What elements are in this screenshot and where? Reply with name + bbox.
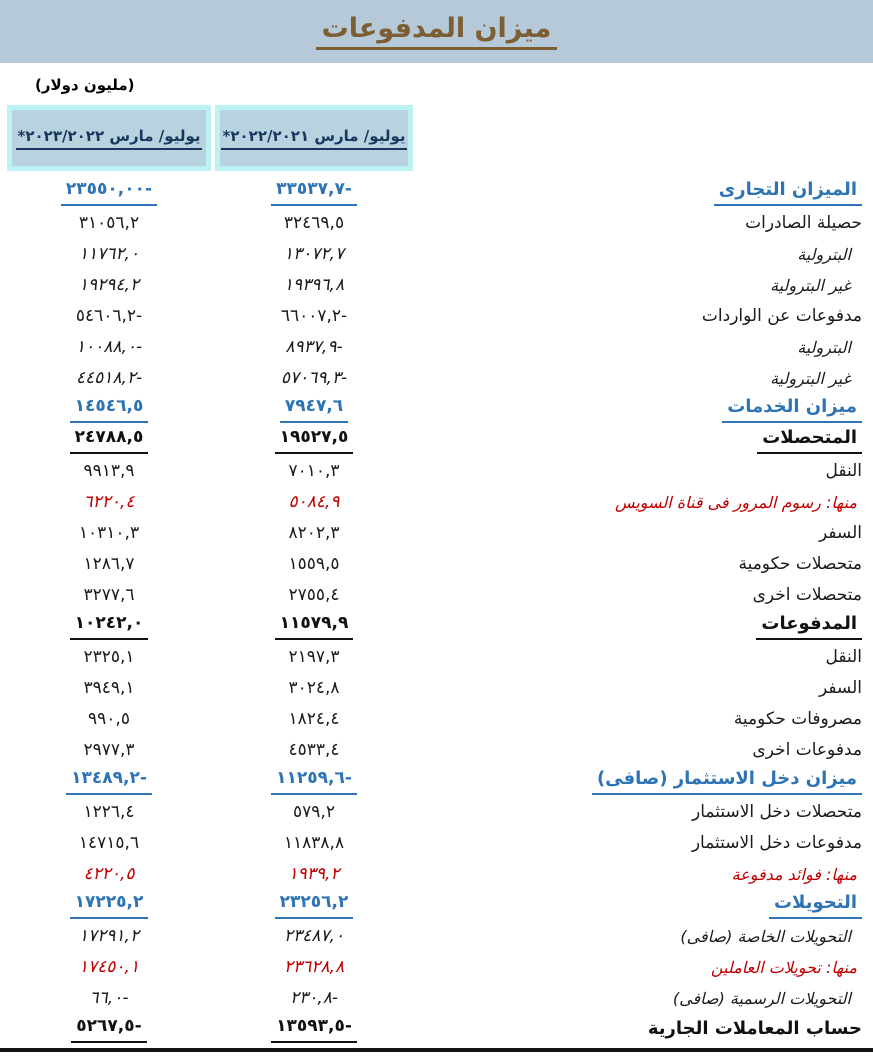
- table-row: [5, 642, 873, 673]
- table-row: [5, 270, 873, 301]
- table-row: [5, 828, 873, 859]
- row-value-2022-2023: ١٧٢٢٥,٢: [5, 892, 213, 918]
- row-value-2021-2022: ٢٣٤٨٧,٠: [283, 925, 345, 946]
- table-row: [5, 735, 873, 766]
- row-value-2021-2022: ٣٢٤٦٩,٥: [283, 212, 345, 233]
- row-label: مصروفات حكومية: [733, 708, 862, 729]
- row-value-2021-2022: ١٣٥٩٣,٥-: [213, 1016, 415, 1042]
- column-header-row: [0, 105, 873, 171]
- column-header-2021-2022-label: يوليو/ مارس ٢٠٢٢/٢٠٢١*: [221, 127, 408, 150]
- row-label: مدفوعات اخرى: [752, 739, 862, 760]
- table-row: [5, 797, 873, 828]
- row-value-2021-2022: ١١٥٧٩,٩: [213, 613, 415, 639]
- row-label: التحويلات الرسمية (صافى): [672, 988, 851, 1008]
- row-label: حصيلة الصادرات: [745, 212, 862, 233]
- row-value-2022-2023: ٩٩٠,٥: [88, 708, 130, 729]
- row-value-2021-2022: ٨٢٠٢,٣: [288, 522, 340, 543]
- row-label: الميزان التجارى: [415, 179, 873, 207]
- table-row: [5, 332, 873, 363]
- table-row: [5, 921, 873, 952]
- row-value-2021-2022: ١٥٥٩,٥: [288, 553, 340, 574]
- row-value-2022-2023: ٢٤٧٨٨,٥: [5, 427, 213, 453]
- row-label: النقل: [825, 460, 862, 481]
- row-label: مدفوعات عن الواردات: [701, 305, 862, 326]
- bottom-border: [0, 1048, 873, 1052]
- table-row: [5, 1014, 873, 1045]
- table-row: [5, 239, 873, 270]
- table-row: [5, 208, 873, 239]
- row-value-2022-2023: ١٤٥٤٦,٥: [5, 396, 213, 422]
- row-value-2021-2022: ١٨٢٤,٤: [288, 708, 340, 729]
- row-value-2022-2023: ١٢٢٦,٤: [83, 801, 135, 822]
- row-label: متحصلات حكومية: [738, 553, 862, 574]
- row-label: متحصلات دخل الاستثمار: [692, 801, 862, 822]
- table-row: [5, 983, 873, 1014]
- row-label: حساب المعاملات الجارية: [647, 1018, 862, 1040]
- row-value-2021-2022: ١١٨٣٨,٨: [283, 832, 345, 853]
- row-value-2022-2023: ١٧٤٥٠,١: [78, 956, 140, 977]
- row-label: التحويلات الخاصة (صافى): [680, 926, 851, 946]
- column-header-2022-2023-label: يوليو/ مارس ٢٠٢٣/٢٠٢٢*: [16, 127, 203, 150]
- row-value-2022-2023: ١٧٢٩١,٢: [78, 925, 140, 946]
- table-row: [5, 301, 873, 332]
- table-row: [5, 580, 873, 611]
- page-title: ميزان المدفوعات: [316, 13, 558, 50]
- row-value-2022-2023: ٥٤٦٠٦,٢-: [75, 305, 143, 326]
- table-row: [5, 673, 873, 704]
- row-value-2022-2023: ٢٣٥٥٠,٠٠-: [5, 179, 213, 205]
- row-value-2021-2022: ٢٣٢٥٦,٢: [213, 892, 415, 918]
- table-row: [5, 487, 873, 518]
- row-label: غير البترولية: [770, 368, 851, 388]
- row-value-2021-2022: ٢١٩٧,٣: [288, 646, 340, 667]
- table-row: [5, 394, 873, 425]
- row-label: السفر: [818, 677, 862, 698]
- header-spacer: [415, 105, 873, 171]
- row-value-2022-2023: ٢٩٧٧,٣: [83, 739, 135, 760]
- table-row: [5, 425, 873, 456]
- row-value-2022-2023: ٤٢٢٠,٥: [83, 863, 135, 884]
- table-row: [5, 952, 873, 983]
- row-value-2022-2023: ٣٩٤٩,١: [83, 677, 135, 698]
- row-value-2022-2023: ٥٢٦٧,٥-: [5, 1016, 213, 1042]
- row-label: السفر: [818, 522, 862, 543]
- row-value-2021-2022: ١٩٣٩٦,٨: [283, 274, 345, 295]
- row-label: مدفوعات دخل الاستثمار: [691, 832, 862, 853]
- row-value-2021-2022: ١١٢٥٩,٦-: [213, 768, 415, 794]
- table-row: [5, 766, 873, 797]
- table-row: [5, 859, 873, 890]
- row-label: المدفوعات: [415, 613, 873, 641]
- table-row: [5, 363, 873, 394]
- row-value-2022-2023: ١٤٧١٥,٦: [78, 832, 140, 853]
- row-value-2021-2022: ٢٣٦٢٨,٨: [283, 956, 345, 977]
- row-value-2022-2023: ٦٢٢٠,٤: [83, 491, 135, 512]
- row-label: النقل: [825, 646, 862, 667]
- column-header-2022-2023: [7, 105, 211, 171]
- row-value-2021-2022: ١٩٥٢٧,٥: [213, 427, 415, 453]
- table-row: [5, 890, 873, 921]
- row-label: البترولية: [797, 337, 851, 357]
- row-value-2022-2023: ١١٧٦٢,٠: [78, 243, 140, 264]
- row-value-2022-2023: ١٠٠٨٨,٠-: [75, 336, 143, 357]
- row-value-2022-2023: ١٠٢٤٢,٠: [5, 613, 213, 639]
- row-value-2021-2022: ٣٣٥٣٧,٧-: [213, 179, 415, 205]
- row-value-2021-2022: ٨٩٣٧,٩-: [285, 336, 343, 357]
- row-value-2021-2022: ١٩٣٩,٢: [288, 863, 340, 884]
- row-value-2021-2022: ٧٩٤٧,٦: [213, 396, 415, 422]
- row-value-2021-2022: ٢٧٥٥,٤: [288, 584, 340, 605]
- balance-of-payments-table: [0, 177, 873, 1045]
- table-row: [5, 518, 873, 549]
- table-row: [5, 177, 873, 208]
- row-value-2021-2022: ٢٣٠,٨-: [289, 987, 339, 1008]
- row-label: التحويلات: [415, 892, 873, 920]
- row-label: ميزان دخل الاستثمار (صافى): [415, 768, 873, 796]
- table-row: [5, 549, 873, 580]
- row-label: غير البترولية: [770, 275, 851, 295]
- row-label: منها: رسوم المرور فى قناة السويس: [614, 492, 857, 512]
- row-label: البترولية: [797, 244, 851, 264]
- row-value-2022-2023: ٢٣٢٥,١: [83, 646, 135, 667]
- table-row: [5, 704, 873, 735]
- row-value-2021-2022: ١٣٠٧٢,٧: [283, 243, 345, 264]
- row-label: متحصلات اخرى: [752, 584, 862, 605]
- row-value-2022-2023: ١٠٣١٠,٣: [78, 522, 140, 543]
- row-value-2021-2022: ٤٥٣٣,٤: [288, 739, 340, 760]
- table-row: [5, 456, 873, 487]
- row-label: منها: تحويلات العاملين: [710, 957, 857, 977]
- row-value-2022-2023: ١٢٨٦,٧: [83, 553, 135, 574]
- row-value-2022-2023: ٤٤٥١٨,٢-: [75, 367, 143, 388]
- table-row: [5, 611, 873, 642]
- row-value-2021-2022: ٥٧٠٦٩,٣-: [280, 367, 348, 388]
- row-value-2021-2022: ٣٠٢٤,٨: [288, 677, 340, 698]
- row-label: المتحصلات: [415, 427, 873, 455]
- column-header-2021-2022: [215, 105, 413, 171]
- row-value-2021-2022: ٦٦٠٠٧,٢-: [280, 305, 348, 326]
- row-value-2022-2023: ٣١٠٥٦,٢: [78, 212, 140, 233]
- row-value-2021-2022: ٧٠١٠,٣: [288, 460, 340, 481]
- report-title-banner: [0, 0, 873, 63]
- row-value-2022-2023: ٣٢٧٧,٦: [83, 584, 135, 605]
- row-label: منها: فوائد مدفوعة: [731, 864, 857, 884]
- row-value-2022-2023: ١٩٢٩٤,٢: [78, 274, 140, 295]
- row-value-2022-2023: ٩٩١٣,٩: [83, 460, 135, 481]
- row-value-2021-2022: ٥٠٨٤,٩: [288, 491, 340, 512]
- row-value-2022-2023: ٦٦,٠-: [89, 987, 129, 1008]
- row-value-2022-2023: ١٣٤٨٩,٢-: [5, 768, 213, 794]
- row-value-2021-2022: ٥٧٩,٢: [293, 801, 335, 822]
- row-label: ميزان الخدمات: [415, 396, 873, 424]
- unit-label: (مليون دولار): [35, 76, 135, 94]
